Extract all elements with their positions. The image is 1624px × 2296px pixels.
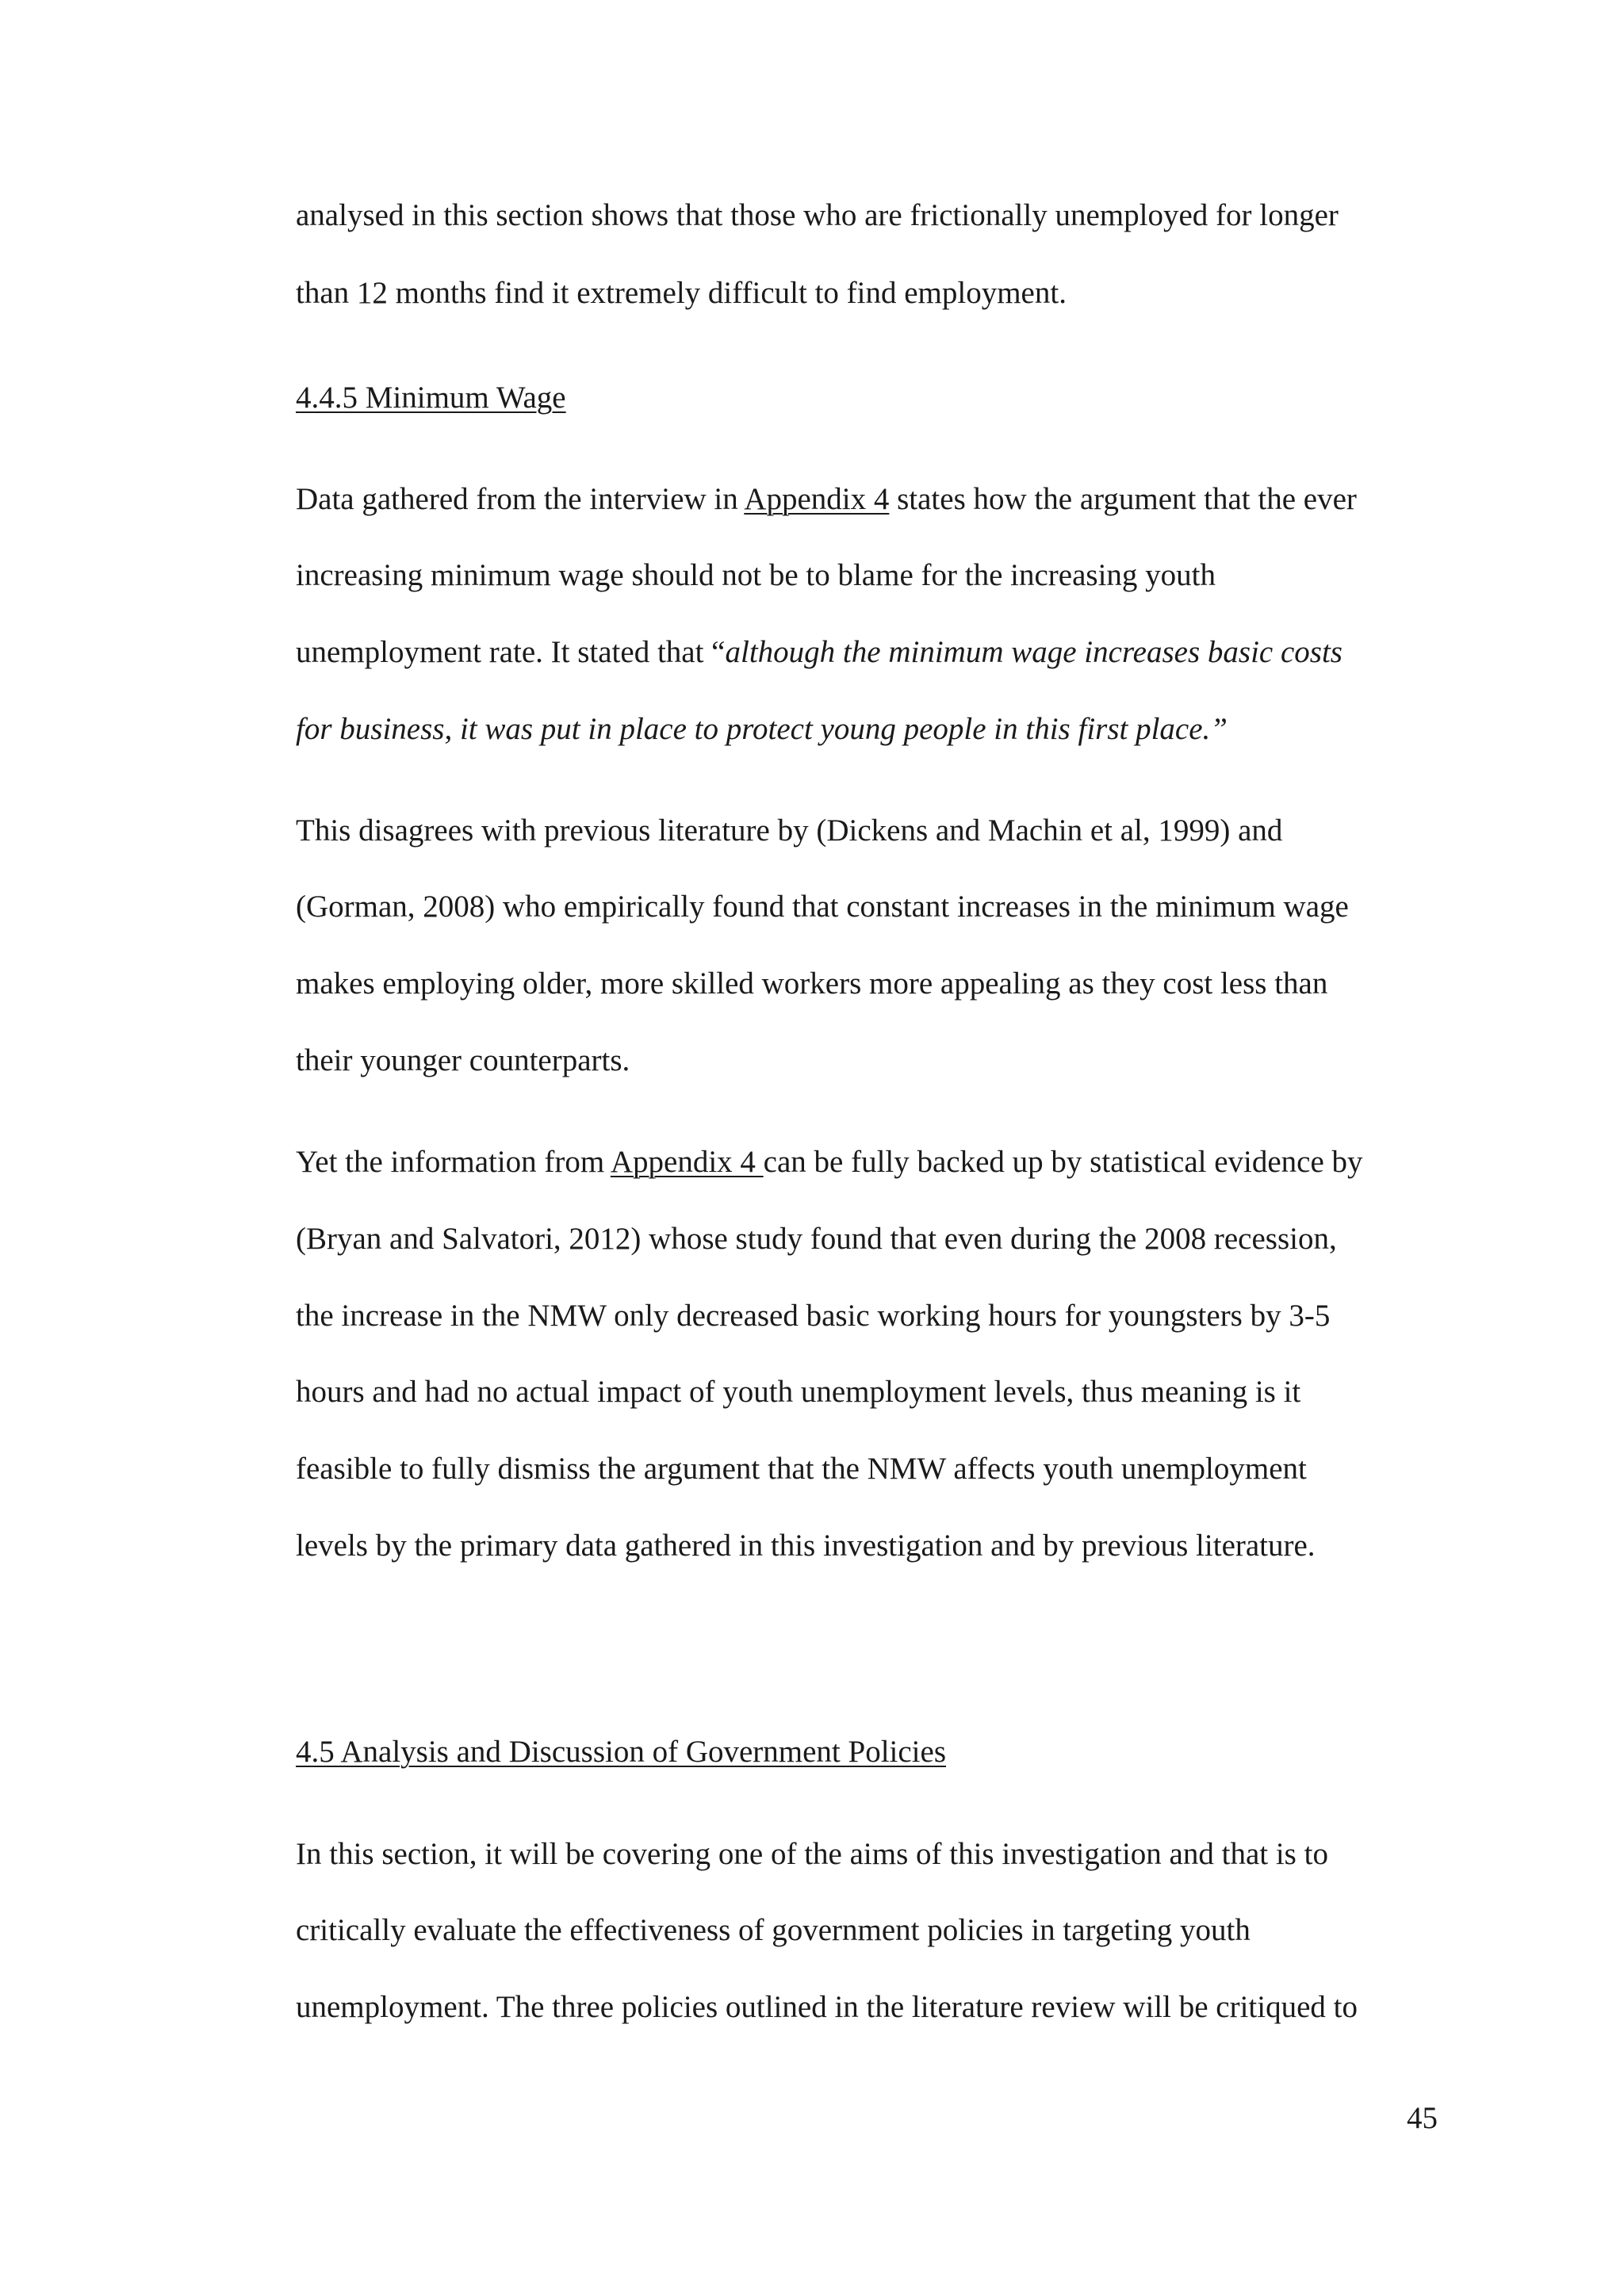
paragraph-line: [296, 1143, 1363, 1181]
quote-text: although the minimum wage increases basic costs: [725, 635, 1342, 669]
paragraph-line: hours and had no actual impact of youth unemployment levels, thus meaning is it: [296, 1375, 1301, 1409]
section-heading-minimum-wage: 4.4.5 Minimum Wage: [296, 381, 566, 415]
paragraph-line: In this section, it will be covering one of the aims of this investigation and that is to: [296, 1837, 1328, 1871]
appendix-4-link[interactable]: Appendix 4: [610, 1145, 764, 1179]
paragraph-line: unemployment. The three policies outlined in the literature review will be critiqued to: [296, 1990, 1358, 2024]
paragraph-line: increasing minimum wage should not be to blame for the increasing youth: [296, 558, 1216, 592]
text-span: Data gathered from the interview in: [296, 482, 745, 516]
text-span: unemployment rate. It stated that “: [296, 635, 726, 669]
paragraph-line: the increase in the NMW only decreased basic working hours for youngsters by 3-5: [296, 1299, 1331, 1333]
paragraph-line: their younger counterparts.: [296, 1043, 630, 1077]
paragraph-line: [296, 480, 1357, 519]
page-number: 45: [1407, 2101, 1438, 2135]
paragraph-line: This disagrees with previous literature by (Dickens and Machin et al, 1999) and: [296, 813, 1283, 848]
paragraph-line: (Gorman, 2008) who empirically found that constant increases in the minimum wage: [296, 890, 1349, 924]
paragraph-line: feasible to fully dismiss the argument that the NMW affects youth unemployment: [296, 1452, 1307, 1486]
text-span: Yet the information from: [296, 1145, 611, 1179]
paragraph-line: critically evaluate the effectiveness of government policies in targeting youth: [296, 1913, 1251, 1947]
intro-line-2: than 12 months find it extremely difficult to find employment.: [296, 276, 1067, 310]
paragraph-line: (Bryan and Salvatori, 2012) whose study found that even during the 2008 recession,: [296, 1222, 1337, 1256]
text-span: states how the argument that the ever: [889, 482, 1357, 516]
paragraph-line: levels by the primary data gathered in this investigation and by previous literature.: [296, 1529, 1316, 1563]
paragraph-line: [296, 633, 1342, 672]
intro-line-1: analysed in this section shows that those who are frictionally unemployed for longer: [296, 198, 1339, 232]
quote-text: for business, it was put in place to protect young people in this first place.”: [296, 712, 1228, 746]
appendix-4-link[interactable]: Appendix 4: [744, 482, 890, 516]
text-span: can be fully backed up by statistical evidence by: [763, 1145, 1363, 1179]
paragraph-line: makes employing older, more skilled workers more appealing as they cost less than: [296, 966, 1328, 1001]
section-heading-government-policies: 4.5 Analysis and Discussion of Government Policies: [296, 1735, 947, 1769]
